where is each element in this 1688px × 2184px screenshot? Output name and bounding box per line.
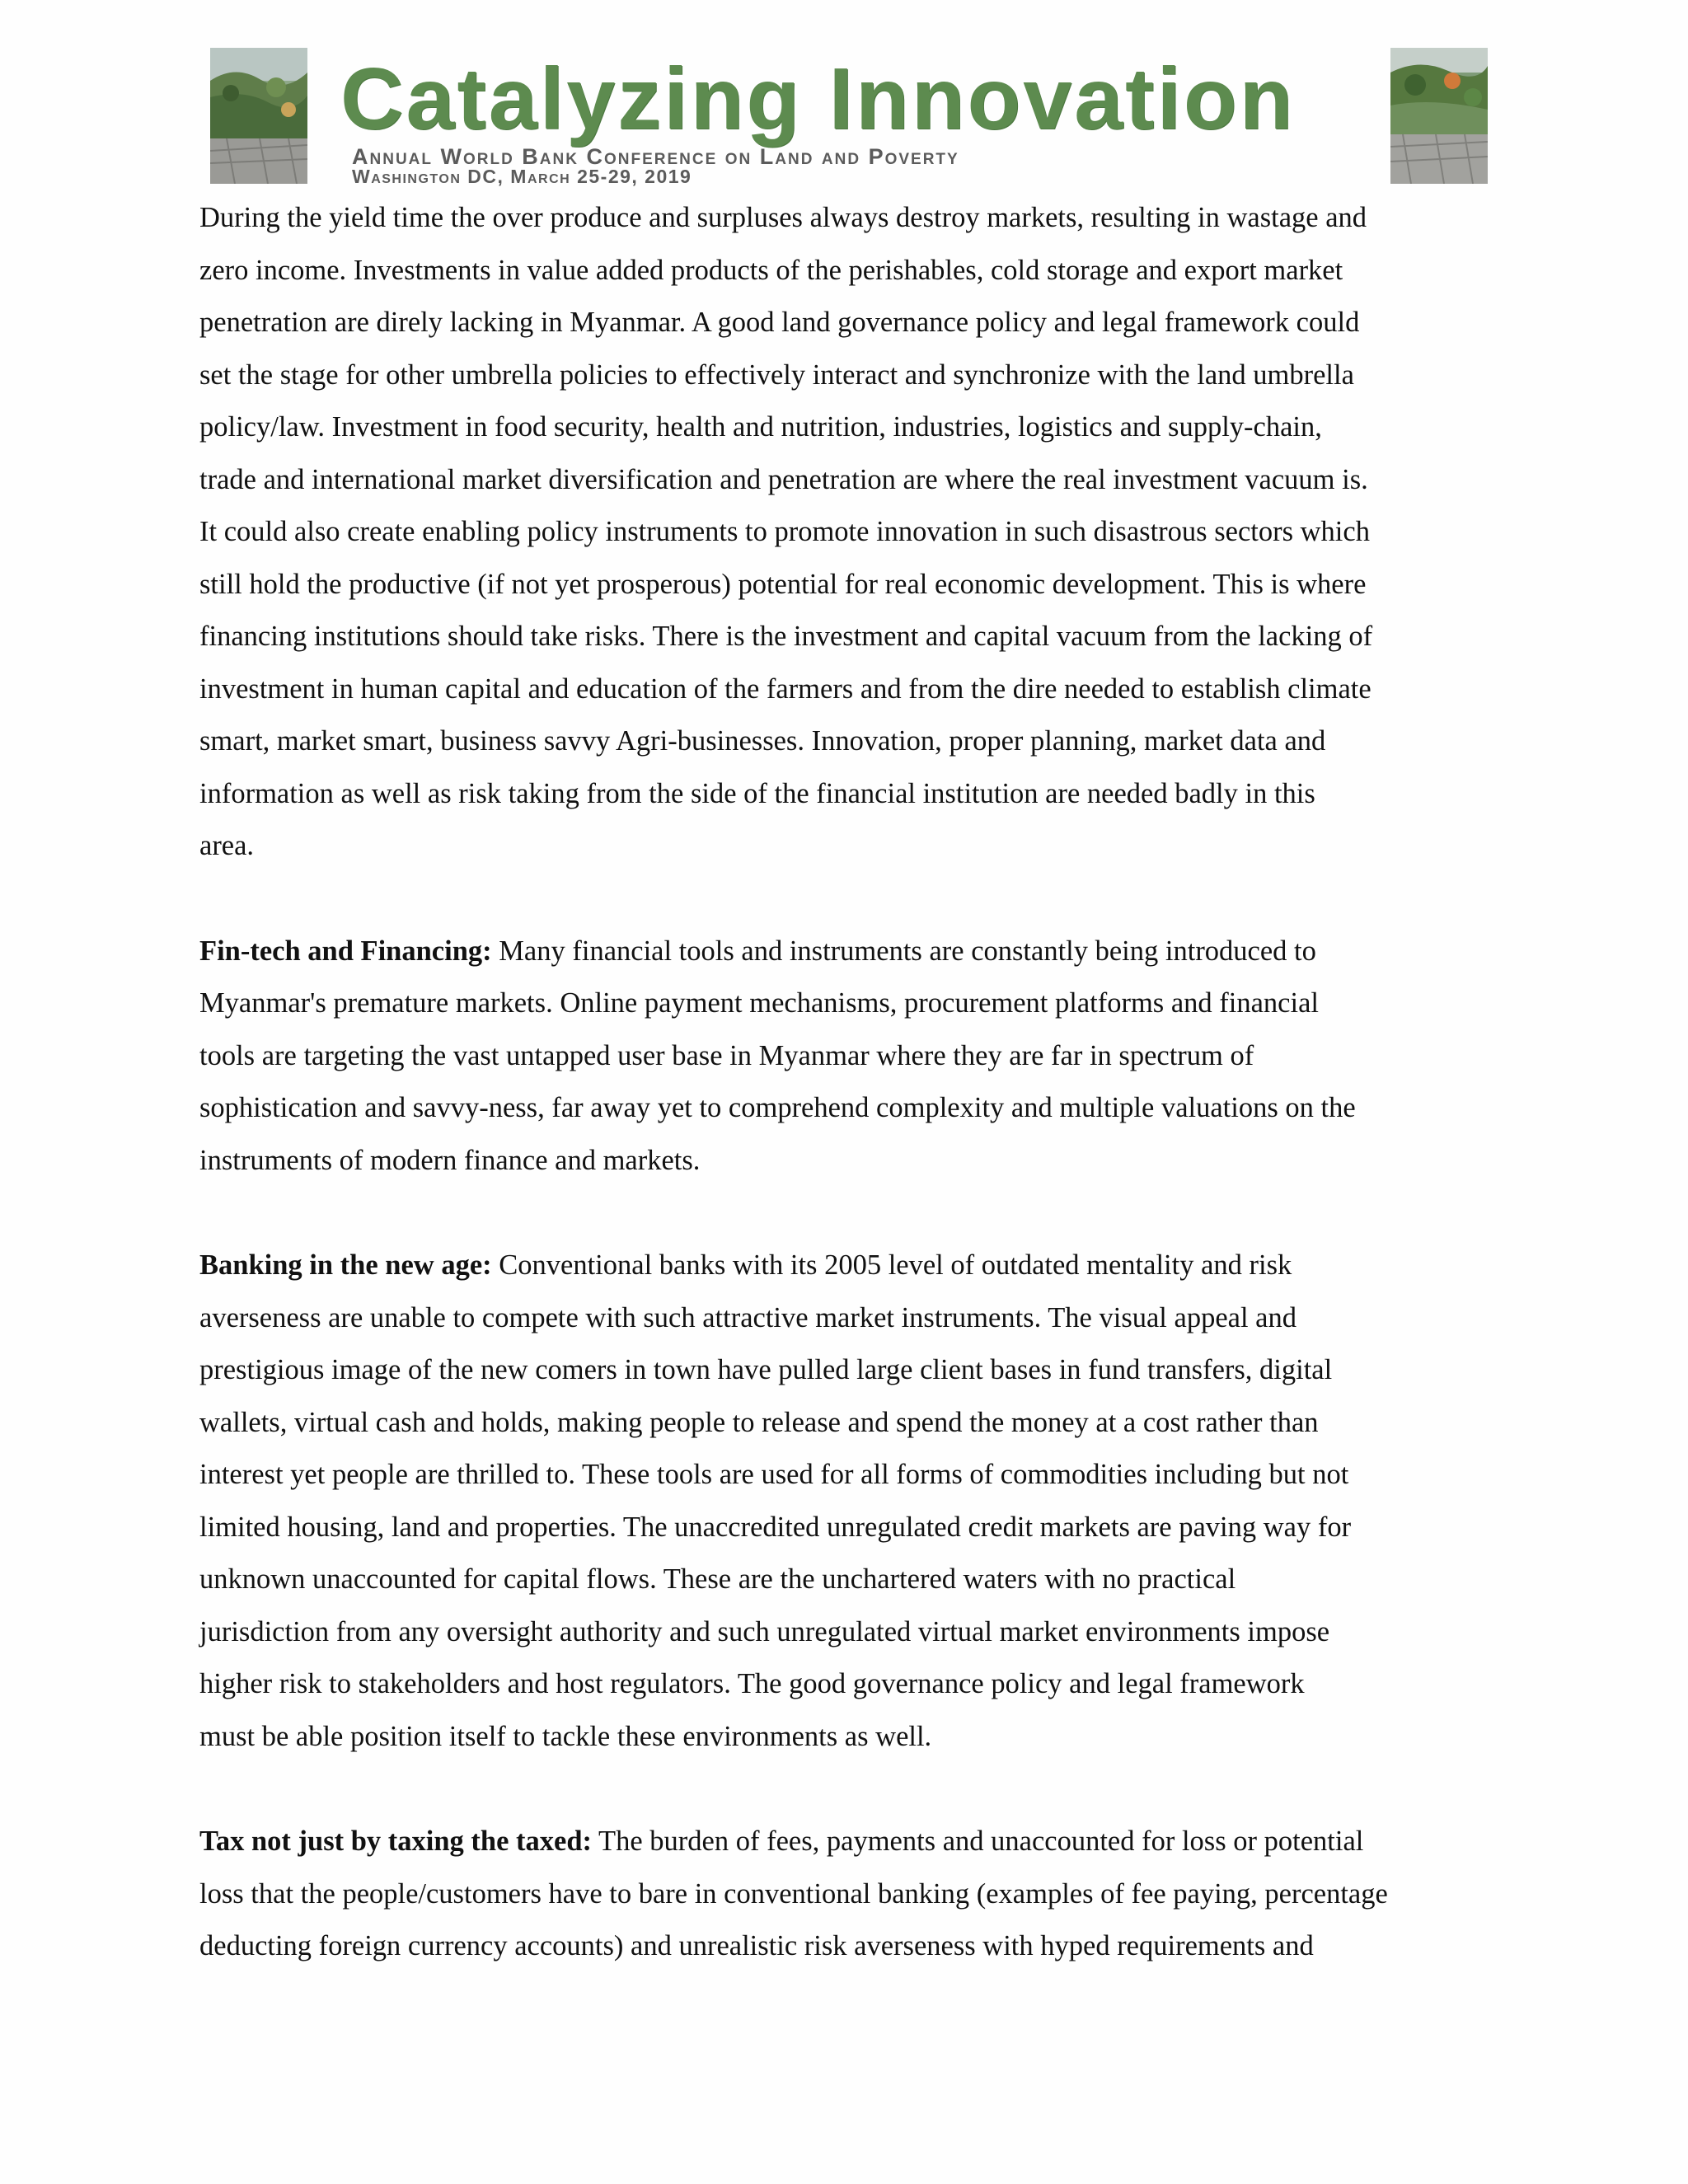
text-line: smart, market smart, business savvy Agri-businesses. Innovation, proper planning, market data and <box>199 725 1326 757</box>
text-line: interest yet people are thrilled to. These tools are used for all forms of commodities including but not <box>199 1459 1349 1490</box>
text-line: still hold the productive (if not yet prosperous) potential for real economic development. This is where <box>199 568 1367 600</box>
paragraph-fintech <box>199 926 1502 1188</box>
banner-title: Catalyzing Innovation <box>340 50 1296 148</box>
paragraph-banking <box>199 1240 1502 1763</box>
text-line: It could also create enabling policy instruments to promote innovation in such disastrous sectors which <box>199 516 1370 547</box>
text-line: sophistication and savvy-ness, far away yet to comprehend complexity and multiple valuations on the <box>199 1092 1356 1123</box>
text-line: averseness are unable to compete with such attractive market instruments. The visual appeal and <box>199 1301 1296 1333</box>
text-line: jurisdiction from any oversight authority and such unregulated virtual market environments impose <box>199 1615 1330 1647</box>
section-heading-fintech: Fin-tech and Financing: <box>199 935 492 967</box>
banner-subtitle: Annual World Bank Conference on Land and Poverty <box>352 144 959 169</box>
document-body <box>199 192 1502 1973</box>
text-line: loss that the people/customers have to bare in conventional banking (examples of fee paying, percentage <box>199 1877 1388 1910</box>
landscape-photo-icon <box>210 48 307 184</box>
section-heading-tax: Tax not just by taxing the taxed: <box>199 1825 593 1857</box>
text-line: must be able position itself to tackle these environments as well. <box>199 1720 932 1752</box>
text-line: area. <box>199 830 255 861</box>
text-line: penetration are direly lacking in Myanmar. A good land governance policy and legal framework could <box>199 307 1360 338</box>
text-line: financing institutions should take risks. There is the investment and capital vacuum from the lacking of <box>199 621 1373 652</box>
paragraph-spacer <box>199 873 1502 926</box>
text-line: deducting foreign currency accounts) and unrealistic risk averseness with hyped requirements and <box>199 1930 1314 1961</box>
text-line: set the stage for other umbrella policies to effectively interact and synchronize with the land umbrella <box>199 359 1354 391</box>
banner-location-date: Washington DC, March 25-29, 2019 <box>352 166 692 187</box>
text-span: Conventional banks with its 2005 level of outdated mentality and risk <box>491 1249 1292 1281</box>
conference-banner <box>210 48 1488 188</box>
text-span: The burden of fees, payments and unaccounted for loss or potential <box>592 1825 1364 1857</box>
text-line: During the yield time the over produce and surpluses always destroy markets, resulting in wastage and <box>199 202 1367 233</box>
text-line <box>199 1816 1502 1868</box>
text-line: wallets, virtual cash and holds, making people to release and spend the money at a cost rather than <box>199 1406 1319 1438</box>
text-line: Myanmar's premature markets. Online payment mechanisms, procurement platforms and financial <box>199 987 1319 1019</box>
text-line: investment in human capital and education of the farmers and from the dire needed to establish climate <box>199 673 1372 705</box>
text-line: instruments of modern finance and markets. <box>199 1144 701 1176</box>
text-line <box>199 1240 1502 1292</box>
paragraph-spacer <box>199 1763 1502 1816</box>
text-line: trade and international market diversification and penetration are where the real investment vacuum is. <box>199 463 1368 495</box>
text-line: policy/law. Investment in food security, health and nutrition, industries, logistics and supply-chain, <box>199 411 1322 443</box>
text-line: prestigious image of the new comers in town have pulled large client bases in fund transfers, digital <box>199 1354 1333 1385</box>
paragraph-tax <box>199 1816 1502 1973</box>
text-line: information as well as risk taking from the side of the financial institution are needed badly in this <box>199 777 1315 809</box>
landscape-photo-icon <box>1390 48 1488 184</box>
text-line: tools are targeting the vast untapped user base in Myanmar where they are far in spectrum of <box>199 1039 1254 1071</box>
section-heading-banking: Banking in the new age: <box>199 1249 492 1281</box>
text-line <box>199 926 1502 978</box>
paragraph-spacer <box>199 1187 1502 1240</box>
text-line: higher risk to stakeholders and host regulators. The good governance policy and legal framework <box>199 1668 1305 1699</box>
text-span: Many financial tools and instruments are constantly being introduced to <box>491 935 1316 967</box>
text-line: limited housing, land and properties. The unaccredited unregulated credit markets are paving way for <box>199 1511 1352 1543</box>
paragraph-intro <box>199 192 1502 873</box>
text-line: zero income. Investments in value added products of the perishables, cold storage and export market <box>199 254 1343 286</box>
text-line: unknown unaccounted for capital flows. These are the unchartered waters with no practical <box>199 1563 1236 1595</box>
